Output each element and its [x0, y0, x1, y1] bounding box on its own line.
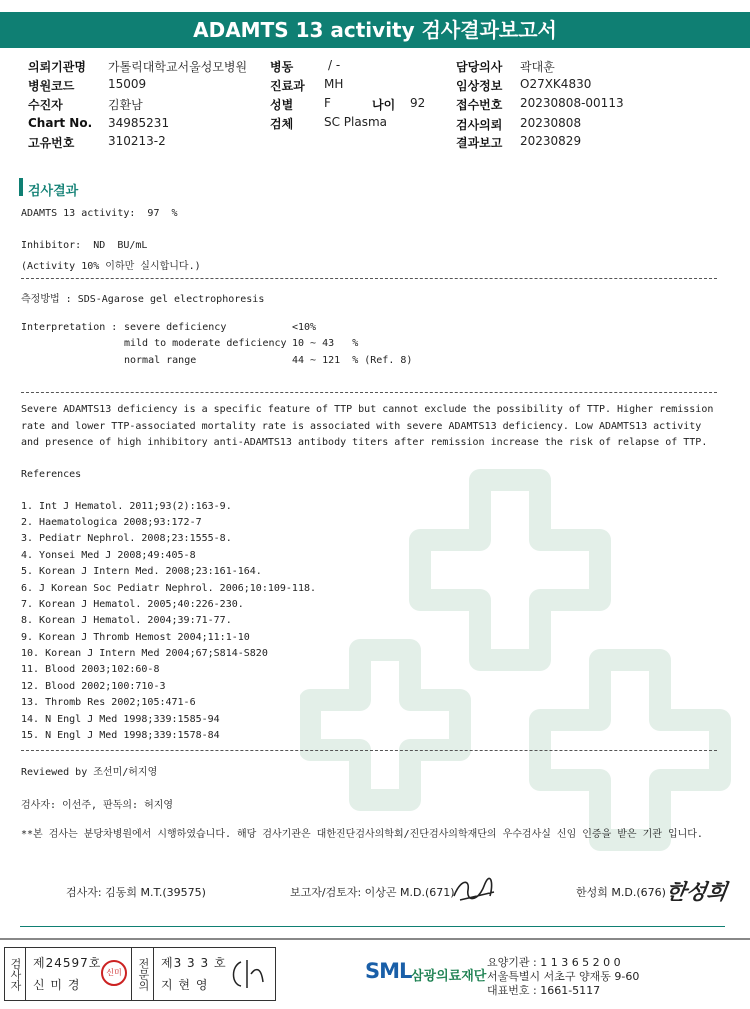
interp-name-normal: normal range: [124, 355, 197, 366]
tester-name: 신 미 경: [33, 978, 81, 992]
inhibitor-result: Inhibitor: ND BU/mL: [21, 240, 148, 251]
header-label: 나이: [372, 98, 396, 112]
tester-seal-icon: 신미: [101, 960, 127, 986]
logo-sml: SML: [365, 959, 412, 983]
header-label: Chart No.: [28, 116, 93, 130]
header-value: 20230808: [520, 116, 582, 130]
reference-item: 13. Thromb Res 2002;105:471-6: [21, 697, 196, 708]
reference-item: 6. J Korean Soc Pediatr Nephrol. 2006;10:109-118.: [21, 583, 317, 594]
examiners: 검사자: 이선주, 판독의: 허지영: [21, 800, 174, 811]
header-value: 20230829: [520, 134, 582, 148]
header-label: 의뢰기관명: [28, 60, 86, 74]
header-label: 고유번호: [28, 136, 75, 150]
tester-license-no: 제24597호: [33, 956, 102, 970]
reporter-signature-image: [450, 872, 498, 906]
interp-range-normal: 44 ~ 121 % (Ref. 8): [292, 355, 413, 366]
header-value: 20230808-00113: [520, 96, 624, 110]
reference-item: 1. Int J Hematol. 2011;93(2):163-9.: [21, 501, 232, 512]
interp-range-mild: 10 ~ 43 %: [292, 338, 359, 349]
doctor-signature-image: 한성희: [664, 880, 729, 904]
reference-item: 7. Korean J Hematol. 2005;40:226-230.: [21, 599, 244, 610]
interp-name-mild: mild to moderate deficiency: [124, 338, 287, 349]
reference-item: 8. Korean J Hematol. 2004;39:71-77.: [21, 615, 232, 626]
report-title: ADAMTS 13 activity 검사결과보고서: [0, 12, 750, 48]
org-phone: 대표번호 : 1661-5117: [487, 984, 601, 997]
header-label: 검체: [270, 117, 294, 131]
signature-doctor: 한성희 M.D.(676): [576, 886, 666, 899]
header-value: 34985231: [108, 116, 170, 130]
header-value: 가톨릭대학교서울성모병원: [108, 60, 248, 74]
reviewed-by: Reviewed by 조선미/허지영: [21, 767, 158, 778]
org-code: 요양기관 : 1 1 3 6 5 2 0 0: [487, 956, 621, 969]
interp-range-severe: <10%: [292, 322, 317, 333]
header-label: 담당의사: [456, 60, 503, 74]
header-value: MH: [324, 77, 344, 91]
divider: [21, 278, 717, 279]
reference-item: 12. Blood 2002;100:710-3: [21, 681, 166, 692]
header-value: 김환남: [108, 98, 143, 112]
reference-item: 9. Korean J Thromb Hemost 2004;11:1-10: [21, 632, 250, 643]
reference-item: 14. N Engl J Med 1998;339:1585-94: [21, 714, 220, 725]
method-line: 측정방법 : SDS-Agarose gel electrophoresis: [21, 294, 265, 305]
header-label: 임상정보: [456, 79, 503, 93]
specialist-name: 지 현 영: [161, 978, 209, 992]
header-value: O27XK4830: [520, 77, 592, 91]
header-value: F: [324, 96, 331, 110]
header-label: 병원코드: [28, 79, 75, 93]
reference-item: 3. Pediatr Nephrol. 2008;23:1555-8.: [21, 533, 232, 544]
specialist-license-no: 제3 3 3 호: [161, 956, 227, 970]
certification-stamp-box: [4, 947, 276, 1001]
header-value: 곽대훈: [520, 60, 555, 74]
inhibitor-note: (Activity 10% 이하만 실시합니다.): [21, 261, 201, 272]
header-label: 진료과: [270, 79, 305, 93]
interp-name-severe: severe deficiency: [124, 322, 227, 333]
divider: [21, 392, 717, 393]
reference-item: 5. Korean J Intern Med. 2008;23:161-164.: [21, 566, 262, 577]
signature-tester: 검사자: 김동희 M.T.(39575): [66, 886, 206, 899]
clinical-comment: Severe ADAMTS13 deficiency is a specific feature of TTP but cannot exclude the possibility of TTP. Higher remission rate and lower TTP-associated mortality rate is associated with severe ADAMTS13 deficiency. Low ADAMTS13 activity and presence of high inhibitory anti-ADAMTS13 antibody titers after remission increase the risk of relapse of TTP.: [21, 404, 714, 448]
reference-item: 15. N Engl J Med 1998;339:1578-84: [21, 730, 220, 741]
header-label: 성별: [270, 98, 294, 112]
specialist-vertical-label: 전문의: [133, 948, 154, 1000]
org-address: 서울특별시 서초구 양재동 9-60: [487, 970, 640, 983]
footer-rule: [0, 938, 750, 940]
tester-vertical-label: 검사자: [5, 948, 26, 1000]
reference-item: 10. Korean J Intern Med 2004;67;S814-S820: [21, 648, 268, 659]
references-title: References: [21, 469, 82, 480]
header-value: 310213-2: [108, 134, 166, 148]
logo-name: 삼광의료재단: [411, 969, 487, 984]
header-value: 92: [410, 96, 426, 110]
reference-item: 4. Yonsei Med J 2008;49:405-8: [21, 550, 196, 561]
header-value: 15009: [108, 77, 147, 91]
certification-note: **본 검사는 분당차병원에서 시행하였습니다. 해당 검사기관은 대한진단검사의학회/진단검사의학재단의 우수검사실 신임 인증을 받은 기관 입니다.: [21, 829, 703, 840]
header-label: 병동: [270, 60, 294, 74]
divider: [21, 750, 717, 751]
signature-reporter: 보고자/검토자: 이상곤 M.D.(671): [290, 886, 455, 899]
header-label: 검사의뢰: [456, 118, 503, 132]
footer-rule: [20, 926, 725, 927]
section-marker: [19, 178, 23, 196]
activity-result: ADAMTS 13 activity: 97 %: [21, 208, 178, 219]
header-label: 수진자: [28, 98, 63, 112]
header-value: / -: [328, 58, 341, 72]
header-value: SC Plasma: [324, 115, 388, 129]
header-label: 접수번호: [456, 98, 503, 112]
reference-item: 2. Haematologica 2008;93:172-7: [21, 517, 202, 528]
interpretation-label: Interpretation :: [21, 322, 118, 333]
specialist-signature-image: [227, 956, 267, 992]
section-title: 검사결과: [28, 184, 79, 199]
reference-item: 11. Blood 2003;102:60-8: [21, 664, 160, 675]
header-label: 결과보고: [456, 136, 503, 150]
